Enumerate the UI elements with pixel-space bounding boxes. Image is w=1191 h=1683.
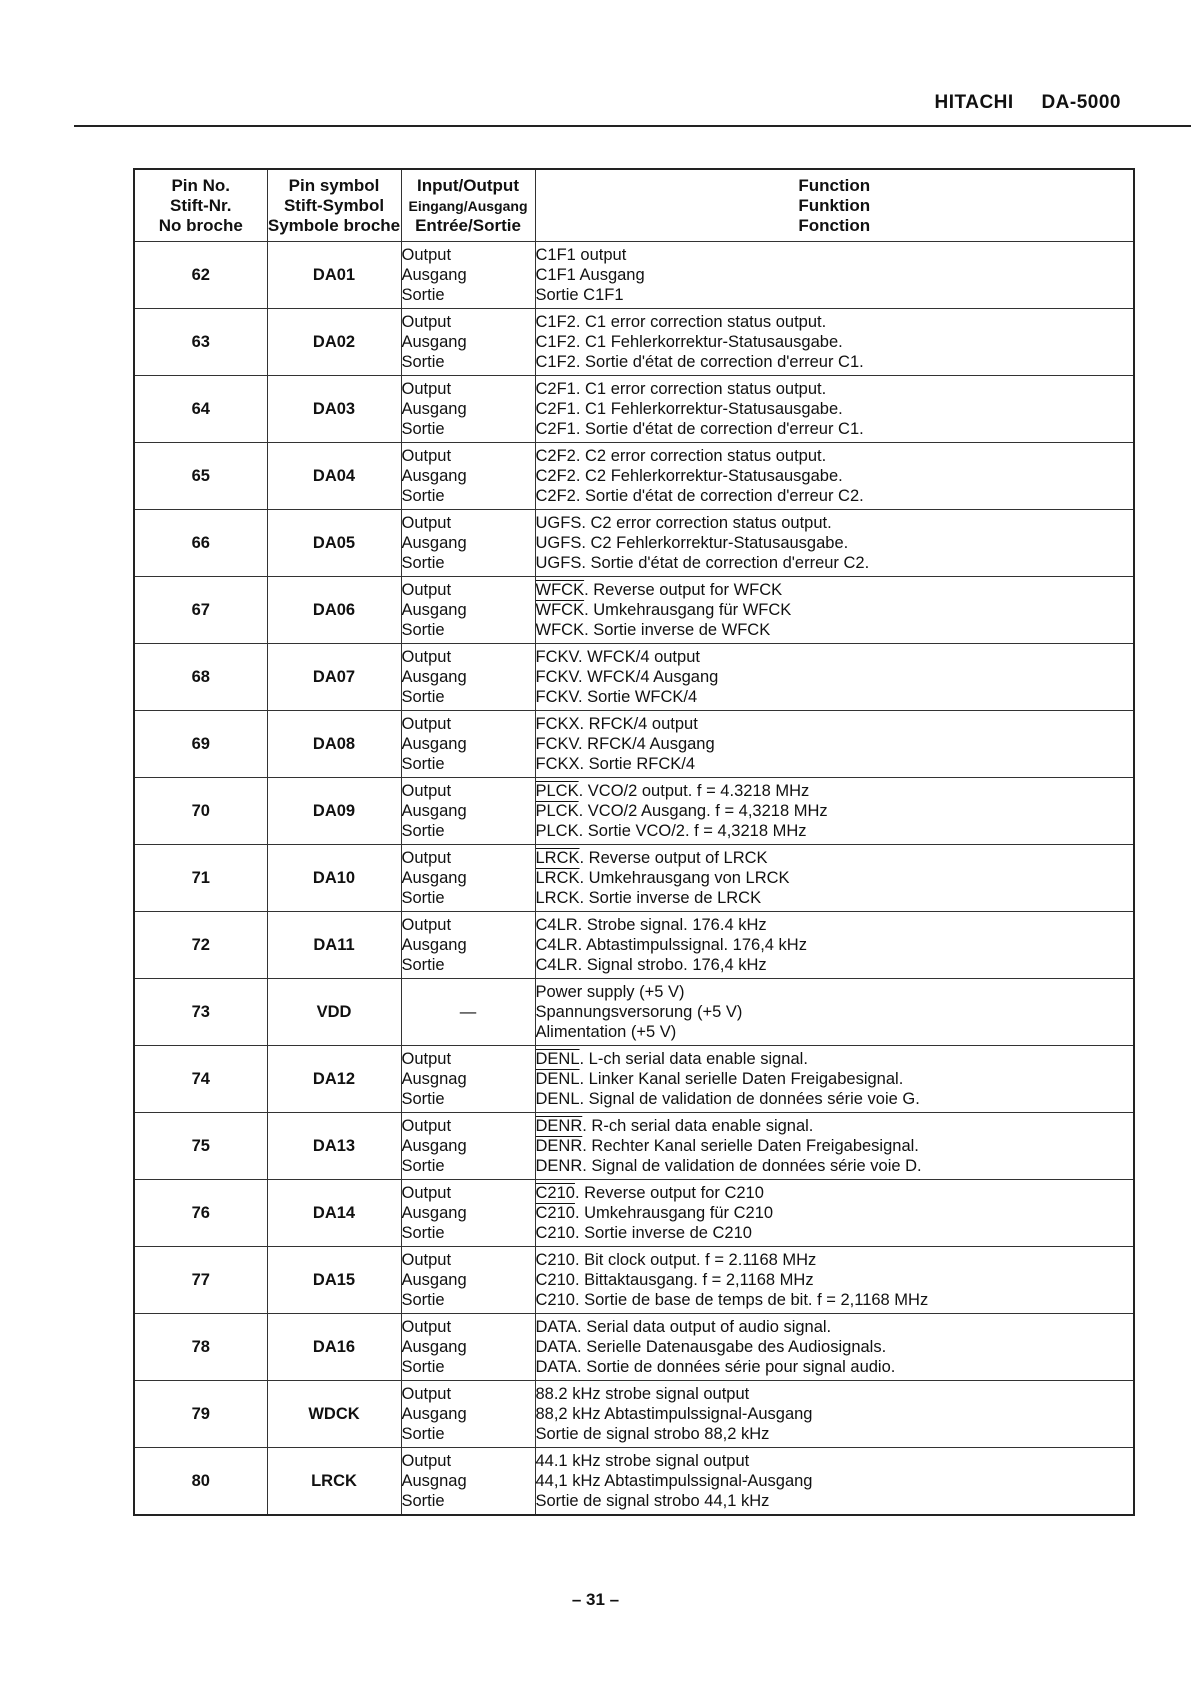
function-text: DENR. Signal de validation de données série voie D. (535, 1157, 922, 1175)
function-line (536, 379, 1134, 399)
io-line: Sortie (401, 621, 445, 639)
pin-number: 80 (134, 1448, 267, 1516)
function-description (535, 979, 1134, 1046)
function-line (536, 332, 1134, 352)
io-line: Output (401, 246, 452, 264)
header-pin-no: Pin No. Stift-Nr. No broche (134, 169, 267, 242)
function-description (535, 510, 1134, 577)
table-row (134, 1046, 1134, 1113)
function-text: . Umkehrausgang für C210 (574, 1204, 774, 1222)
pin-symbol: DA06 (267, 577, 401, 644)
pin-number: 74 (134, 1046, 267, 1113)
io-line: Sortie (401, 1157, 445, 1175)
io-line: Ausgang (401, 1338, 467, 1356)
function-text: C1F2. C1 error correction status output. (535, 313, 827, 331)
pin-number: 70 (134, 778, 267, 845)
io-line: Sortie (401, 353, 445, 371)
function-line (536, 446, 1134, 466)
function-line (536, 600, 1134, 620)
function-line (536, 1116, 1134, 1136)
function-text: LRCK. Sortie inverse de LRCK (535, 889, 762, 907)
function-text: . VCO/2 output. f = 4.3218 MHz (578, 782, 810, 800)
function-description (535, 1247, 1134, 1314)
overlined-signal: PLCK (535, 802, 579, 820)
function-description (535, 577, 1134, 644)
pin-function-table (133, 168, 1135, 1516)
pin-number: 67 (134, 577, 267, 644)
io-line: Sortie (401, 1090, 445, 1108)
function-line (536, 1049, 1134, 1069)
function-line (536, 754, 1134, 774)
pin-symbol: DA02 (267, 309, 401, 376)
io-line: Output (401, 1452, 452, 1470)
function-description (535, 1381, 1134, 1448)
function-line (536, 667, 1134, 687)
function-line (536, 620, 1134, 640)
io-line: Output (401, 447, 452, 465)
table-row (134, 644, 1134, 711)
io-line: Sortie (401, 1358, 445, 1376)
function-description (535, 711, 1134, 778)
function-text: DATA. Serial data output of audio signal. (535, 1318, 832, 1336)
function-text: C1F2. C1 Fehlerkorrektur-Statusausgabe. (535, 333, 843, 351)
io-line: Output (401, 1050, 452, 1068)
function-line (536, 687, 1134, 707)
function-text: C1F1 Ausgang (535, 266, 645, 284)
function-text: UGFS. C2 Fehlerkorrektur-Statusausgabe. (535, 534, 849, 552)
function-text: . Umkehrausgang von LRCK (579, 869, 790, 887)
io-line: Sortie (401, 688, 445, 706)
function-line (536, 1069, 1134, 1089)
function-line (536, 801, 1134, 821)
function-text: C210. Bittaktausgang. f = 2,1168 MHz (535, 1271, 814, 1289)
io-line: Sortie (401, 1291, 445, 1309)
function-line (536, 399, 1134, 419)
table-row (134, 510, 1134, 577)
function-text: C2F2. C2 Fehlerkorrektur-Statusausgabe. (535, 467, 843, 485)
io-line: Output (401, 1385, 452, 1403)
overlined-signal: WFCK (535, 601, 585, 619)
io-line: Output (401, 380, 452, 398)
function-line (536, 1089, 1134, 1109)
function-text: C4LR. Abtastimpulssignal. 176,4 kHz (535, 936, 807, 954)
io-line: Output (401, 1251, 452, 1269)
io-line: Ausgang (401, 869, 467, 887)
io-line: Ausgang (401, 1271, 467, 1289)
pin-symbol: DA16 (267, 1314, 401, 1381)
pin-symbol: DA12 (267, 1046, 401, 1113)
function-line (536, 734, 1134, 754)
function-line (536, 486, 1134, 506)
pin-number: 65 (134, 443, 267, 510)
io-direction (401, 443, 535, 510)
io-line: Ausgang (401, 534, 467, 552)
pin-symbol: DA11 (267, 912, 401, 979)
io-line: Ausgang (401, 601, 467, 619)
function-text: C1F1 output (535, 246, 627, 264)
function-text: C2F2. C2 error correction status output. (535, 447, 827, 465)
pin-number: 66 (134, 510, 267, 577)
pin-number: 75 (134, 1113, 267, 1180)
table-row (134, 242, 1134, 309)
table-row (134, 711, 1134, 778)
function-line (536, 1357, 1134, 1377)
table-row (134, 1314, 1134, 1381)
io-line: Output (401, 514, 452, 532)
pin-number: 68 (134, 644, 267, 711)
function-line (536, 1337, 1134, 1357)
brand-name: HITACHI (934, 92, 1014, 113)
pin-symbol: DA03 (267, 376, 401, 443)
function-text: UGFS. C2 error correction status output. (535, 514, 832, 532)
function-description (535, 376, 1134, 443)
function-line (536, 513, 1134, 533)
pin-symbol: DA05 (267, 510, 401, 577)
io-direction (401, 778, 535, 845)
function-line (536, 1250, 1134, 1270)
function-line (536, 466, 1134, 486)
function-text: FCKV. RFCK/4 Ausgang (535, 735, 715, 753)
function-line (536, 1136, 1134, 1156)
io-line: — (459, 1003, 477, 1021)
function-line (536, 1424, 1134, 1444)
io-direction (401, 510, 535, 577)
function-line (536, 1203, 1134, 1223)
function-line (536, 1270, 1134, 1290)
model-number: DA-5000 (1041, 92, 1121, 113)
function-line (536, 915, 1134, 935)
function-line (536, 553, 1134, 573)
function-line (536, 982, 1134, 1002)
overlined-signal: C210 (535, 1184, 575, 1202)
function-description (535, 1113, 1134, 1180)
function-line (536, 1384, 1134, 1404)
function-line (536, 1491, 1134, 1511)
function-text: FCKV. Sortie WFCK/4 (535, 688, 698, 706)
table-row (134, 376, 1134, 443)
function-description (535, 778, 1134, 845)
function-description (535, 644, 1134, 711)
function-text: Sortie de signal strobo 44,1 kHz (535, 1492, 770, 1510)
function-text: . VCO/2 Ausgang. f = 4,3218 MHz (578, 802, 828, 820)
table-row (134, 845, 1134, 912)
function-line (536, 848, 1134, 868)
function-description (535, 242, 1134, 309)
pin-symbol: DA15 (267, 1247, 401, 1314)
function-text: Alimentation (+5 V) (535, 1023, 677, 1041)
function-line (536, 1156, 1134, 1176)
function-text: C1F2. Sortie d'état de correction d'erreur C1. (535, 353, 864, 371)
function-text: DENL. Signal de validation de données série voie G. (535, 1090, 920, 1108)
function-description (535, 1180, 1134, 1247)
overlined-signal: LRCK (535, 869, 580, 887)
function-text: . R-ch serial data enable signal. (582, 1117, 814, 1135)
function-text: C2F1. C1 error correction status output. (535, 380, 827, 398)
function-description (535, 845, 1134, 912)
function-line (536, 1471, 1134, 1491)
pin-symbol: DA14 (267, 1180, 401, 1247)
function-text: FCKV. WFCK/4 Ausgang (535, 668, 719, 686)
function-text: UGFS. Sortie d'état de correction d'erreur C2. (535, 554, 870, 572)
function-line (536, 1451, 1134, 1471)
io-line: Sortie (401, 956, 445, 974)
io-line: Sortie (401, 554, 445, 572)
function-text: C4LR. Signal strobo. 176,4 kHz (535, 956, 767, 974)
io-line: Ausgang (401, 1405, 467, 1423)
io-direction (401, 1381, 535, 1448)
function-line (536, 1290, 1134, 1310)
io-line: Ausgang (401, 1204, 467, 1222)
pin-symbol: DA10 (267, 845, 401, 912)
table-row (134, 443, 1134, 510)
io-direction (401, 1448, 535, 1516)
function-text: 88.2 kHz strobe signal output (535, 1385, 750, 1403)
io-direction (401, 1046, 535, 1113)
function-line (536, 352, 1134, 372)
table-row (134, 1113, 1134, 1180)
io-direction (401, 845, 535, 912)
function-text: C210. Bit clock output. f = 2.1168 MHz (535, 1251, 817, 1269)
io-line: Sortie (401, 420, 445, 438)
io-line: Output (401, 1318, 452, 1336)
io-line: Sortie (401, 1224, 445, 1242)
io-direction (401, 711, 535, 778)
pin-number: 78 (134, 1314, 267, 1381)
function-text: Power supply (+5 V) (535, 983, 685, 1001)
header-rule (74, 125, 1191, 127)
table-row (134, 1381, 1134, 1448)
table-row (134, 1448, 1134, 1516)
io-direction (401, 376, 535, 443)
io-line: Sortie (401, 286, 445, 304)
function-text: . Linker Kanal serielle Daten Freigabesignal. (579, 1070, 904, 1088)
overlined-signal: DENR (535, 1117, 583, 1135)
io-direction (401, 309, 535, 376)
io-line: Ausgang (401, 668, 467, 686)
function-line (536, 647, 1134, 667)
function-description (535, 443, 1134, 510)
function-line (536, 419, 1134, 439)
overlined-signal: WFCK (535, 581, 585, 599)
function-text: C2F2. Sortie d'état de correction d'erreur C2. (535, 487, 864, 505)
overlined-signal: DENL (535, 1050, 580, 1068)
io-line: Ausgang (401, 936, 467, 954)
function-text: DATA. Sortie de données série pour signal audio. (535, 1358, 896, 1376)
function-text: 44,1 kHz Abtastimpulssignal-Ausgang (535, 1472, 813, 1490)
pin-number: 79 (134, 1381, 267, 1448)
io-line: Sortie (401, 487, 445, 505)
io-line: Output (401, 313, 452, 331)
overlined-signal: C210 (535, 1204, 575, 1222)
function-line (536, 1317, 1134, 1337)
function-text: 44.1 kHz strobe signal output (535, 1452, 750, 1470)
page-header (935, 92, 1121, 114)
io-line: Sortie (401, 755, 445, 773)
function-text: Sortie C1F1 (535, 286, 624, 304)
function-line (536, 245, 1134, 265)
io-line: Ausgnag (401, 1472, 467, 1490)
function-line (536, 1404, 1134, 1424)
table-row (134, 778, 1134, 845)
io-line: Ausgang (401, 400, 467, 418)
table-row (134, 309, 1134, 376)
pin-number: 72 (134, 912, 267, 979)
header-input-output: Input/Output Eingang/Ausgang Entrée/Sortie (401, 169, 535, 242)
function-text: . Reverse output of LRCK (579, 849, 768, 867)
io-direction (401, 577, 535, 644)
header-function: Function Funktion Fonction (535, 169, 1134, 242)
function-line (536, 1002, 1134, 1022)
function-text: C210. Sortie de base de temps de bit. f = 2,1168 MHz (535, 1291, 929, 1309)
io-line: Ausgang (401, 266, 467, 284)
function-description (535, 1046, 1134, 1113)
function-line (536, 868, 1134, 888)
io-line: Sortie (401, 1492, 445, 1510)
overlined-signal: PLCK (535, 782, 579, 800)
io-line: Ausgang (401, 735, 467, 753)
pin-number: 69 (134, 711, 267, 778)
function-line (536, 285, 1134, 305)
function-text: 88,2 kHz Abtastimpulssignal-Ausgang (535, 1405, 813, 1423)
function-text: FCKV. WFCK/4 output (535, 648, 700, 666)
io-line: Ausgang (401, 333, 467, 351)
io-line: Output (401, 1117, 452, 1135)
io-direction (401, 1247, 535, 1314)
function-text: C2F1. Sortie d'état de correction d'erreur C1. (535, 420, 864, 438)
function-line (536, 781, 1134, 801)
pin-symbol: DA04 (267, 443, 401, 510)
function-text: Sortie de signal strobo 88,2 kHz (535, 1425, 770, 1443)
io-direction (401, 644, 535, 711)
io-line: Ausgang (401, 1137, 467, 1155)
io-line: Output (401, 581, 452, 599)
io-line: Output (401, 782, 452, 800)
function-description (535, 912, 1134, 979)
function-description (535, 309, 1134, 376)
overlined-signal: DENL (535, 1070, 580, 1088)
io-line: Sortie (401, 822, 445, 840)
io-line: Ausgang (401, 802, 467, 820)
function-line (536, 1223, 1134, 1243)
function-text: . Umkehrausgang für WFCK (584, 601, 792, 619)
io-line: Output (401, 916, 452, 934)
function-text: C4LR. Strobe signal. 176.4 kHz (535, 916, 767, 934)
io-line: Output (401, 648, 452, 666)
function-text: WFCK. Sortie inverse de WFCK (535, 621, 771, 639)
io-direction (401, 242, 535, 309)
io-direction (401, 1113, 535, 1180)
pin-symbol: DA08 (267, 711, 401, 778)
table-header-row (134, 169, 1134, 242)
table-row (134, 1180, 1134, 1247)
pin-symbol: DA09 (267, 778, 401, 845)
io-direction (401, 979, 535, 1046)
table-row (134, 979, 1134, 1046)
pin-number: 62 (134, 242, 267, 309)
overlined-signal: LRCK (535, 849, 580, 867)
io-line: Ausgang (401, 467, 467, 485)
io-direction (401, 1180, 535, 1247)
function-text: FCKX. Sortie RFCK/4 (535, 755, 696, 773)
function-text: . L-ch serial data enable signal. (579, 1050, 808, 1068)
function-text: C210. Sortie inverse de C210 (535, 1224, 752, 1242)
io-direction (401, 912, 535, 979)
function-text: C2F1. C1 Fehlerkorrektur-Statusausgabe. (535, 400, 843, 418)
pin-number: 76 (134, 1180, 267, 1247)
io-line: Ausgnag (401, 1070, 467, 1088)
header-pin-symbol: Pin symbol Stift-Symbol Symbole broche (267, 169, 401, 242)
table-row (134, 912, 1134, 979)
page-number: – 31 – (571, 1590, 620, 1609)
io-direction (401, 1314, 535, 1381)
function-line (536, 714, 1134, 734)
pin-symbol: WDCK (267, 1381, 401, 1448)
function-line (536, 888, 1134, 908)
function-line (536, 312, 1134, 332)
pin-symbol: DA07 (267, 644, 401, 711)
function-description (535, 1314, 1134, 1381)
function-line (536, 955, 1134, 975)
function-text: . Reverse output for C210 (574, 1184, 764, 1202)
function-line (536, 265, 1134, 285)
pin-symbol: DA01 (267, 242, 401, 309)
function-text: PLCK. Sortie VCO/2. f = 4,3218 MHz (535, 822, 807, 840)
pin-number: 77 (134, 1247, 267, 1314)
function-text: . Rechter Kanal serielle Daten Freigabesignal. (582, 1137, 919, 1155)
pin-symbol: LRCK (267, 1448, 401, 1516)
function-text: Spannungsversorung (+5 V) (535, 1003, 743, 1021)
function-text: FCKX. RFCK/4 output (535, 715, 698, 733)
pin-symbol: VDD (267, 979, 401, 1046)
pin-symbol: DA13 (267, 1113, 401, 1180)
io-line: Sortie (401, 1425, 445, 1443)
overlined-signal: DENR (535, 1137, 583, 1155)
function-line (536, 533, 1134, 553)
function-description (535, 1448, 1134, 1516)
pin-number: 73 (134, 979, 267, 1046)
io-line: Output (401, 849, 452, 867)
io-line: Output (401, 1184, 452, 1202)
function-line (536, 1183, 1134, 1203)
io-line: Output (401, 715, 452, 733)
function-line (536, 935, 1134, 955)
pin-number: 64 (134, 376, 267, 443)
table-row (134, 1247, 1134, 1314)
function-line (536, 821, 1134, 841)
function-text: DATA. Serielle Datenausgabe des Audiosignals. (535, 1338, 887, 1356)
pin-number: 63 (134, 309, 267, 376)
function-line (536, 1022, 1134, 1042)
table-row (134, 577, 1134, 644)
function-text: . Reverse output for WFCK (584, 581, 783, 599)
function-line (536, 580, 1134, 600)
io-line: Sortie (401, 889, 445, 907)
pin-number: 71 (134, 845, 267, 912)
